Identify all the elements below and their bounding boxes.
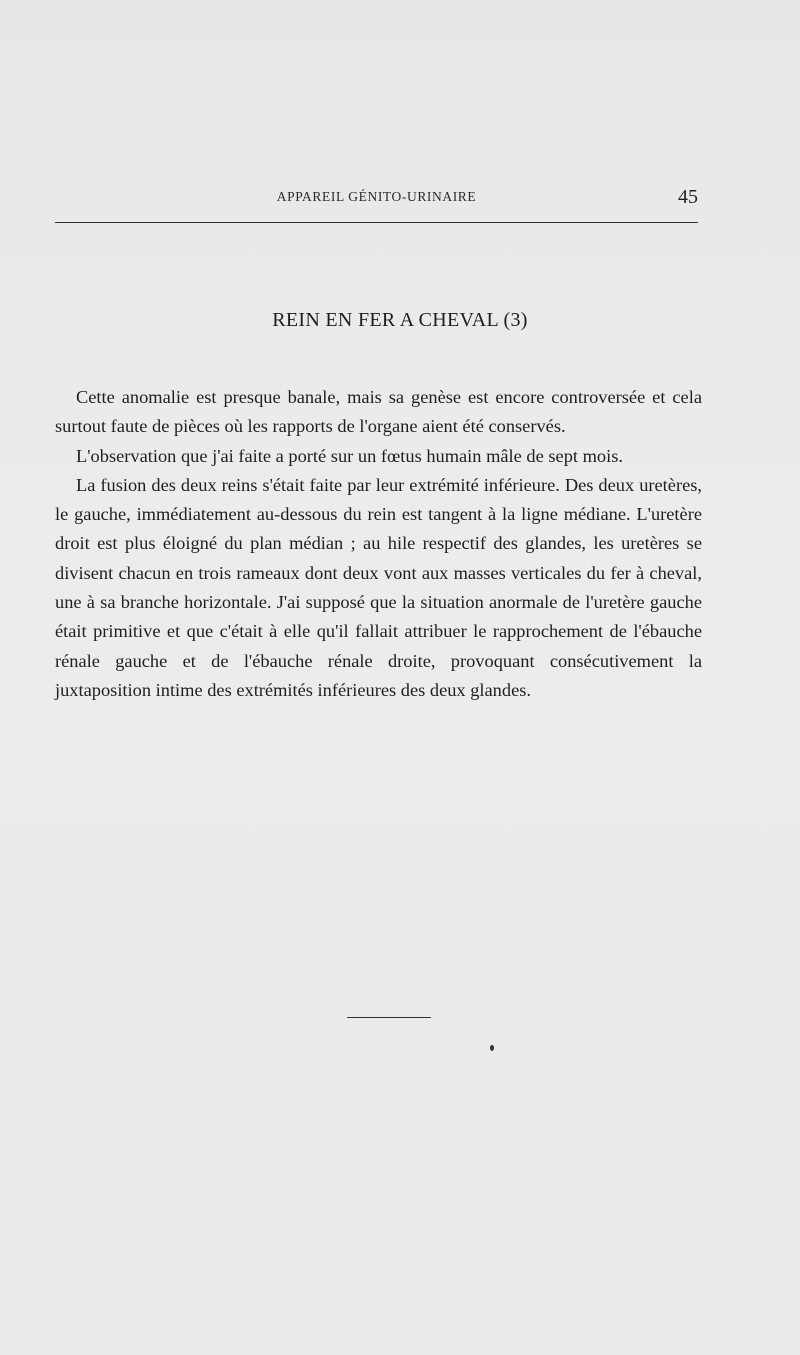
body-text [55,383,702,705]
page-number: 45 [678,186,698,208]
paragraph: La fusion des deux reins s'était faite par leur extrémité inférieure. Des deux uretères, le gauche, immédiatement au-dessous du rein est tangent à la ligne médiane. L'uretère droit est plus éloigné du plan médian ; au hile respectif des glandes, les uretères se divisent chacun en trois rameaux dont deux vont aux masses verticales du fer à cheval, une à sa branche horizontale. J'ai supposé que la situation anormale de l'uretère gauche était primitive et que c'était à elle qu'il fallait attribuer le rapprochement de l'ébauche rénale gauche et de l'ébauche rénale droite, provoquant consécutivement la juxtaposition intime des extrémités inférieures des deux glandes. [55,474,702,700]
running-title: APPAREIL GÉNITO-URINAIRE [276,189,477,204]
ink-speck [490,1045,494,1051]
section-end-rule [347,1017,431,1018]
running-head [55,186,698,210]
paragraph: Cette anomalie est presque banale, mais sa genèse est encore controversée et cela surtout faute de pièces où les rapports de l'organe aient été conservés. [55,387,702,437]
paragraph: L'observation que j'ai faite a porté sur un fœtus humain mâle de sept mois. [76,445,623,466]
header-rule [55,222,698,223]
section-title: REIN EN FER A CHEVAL (3) [272,309,528,331]
